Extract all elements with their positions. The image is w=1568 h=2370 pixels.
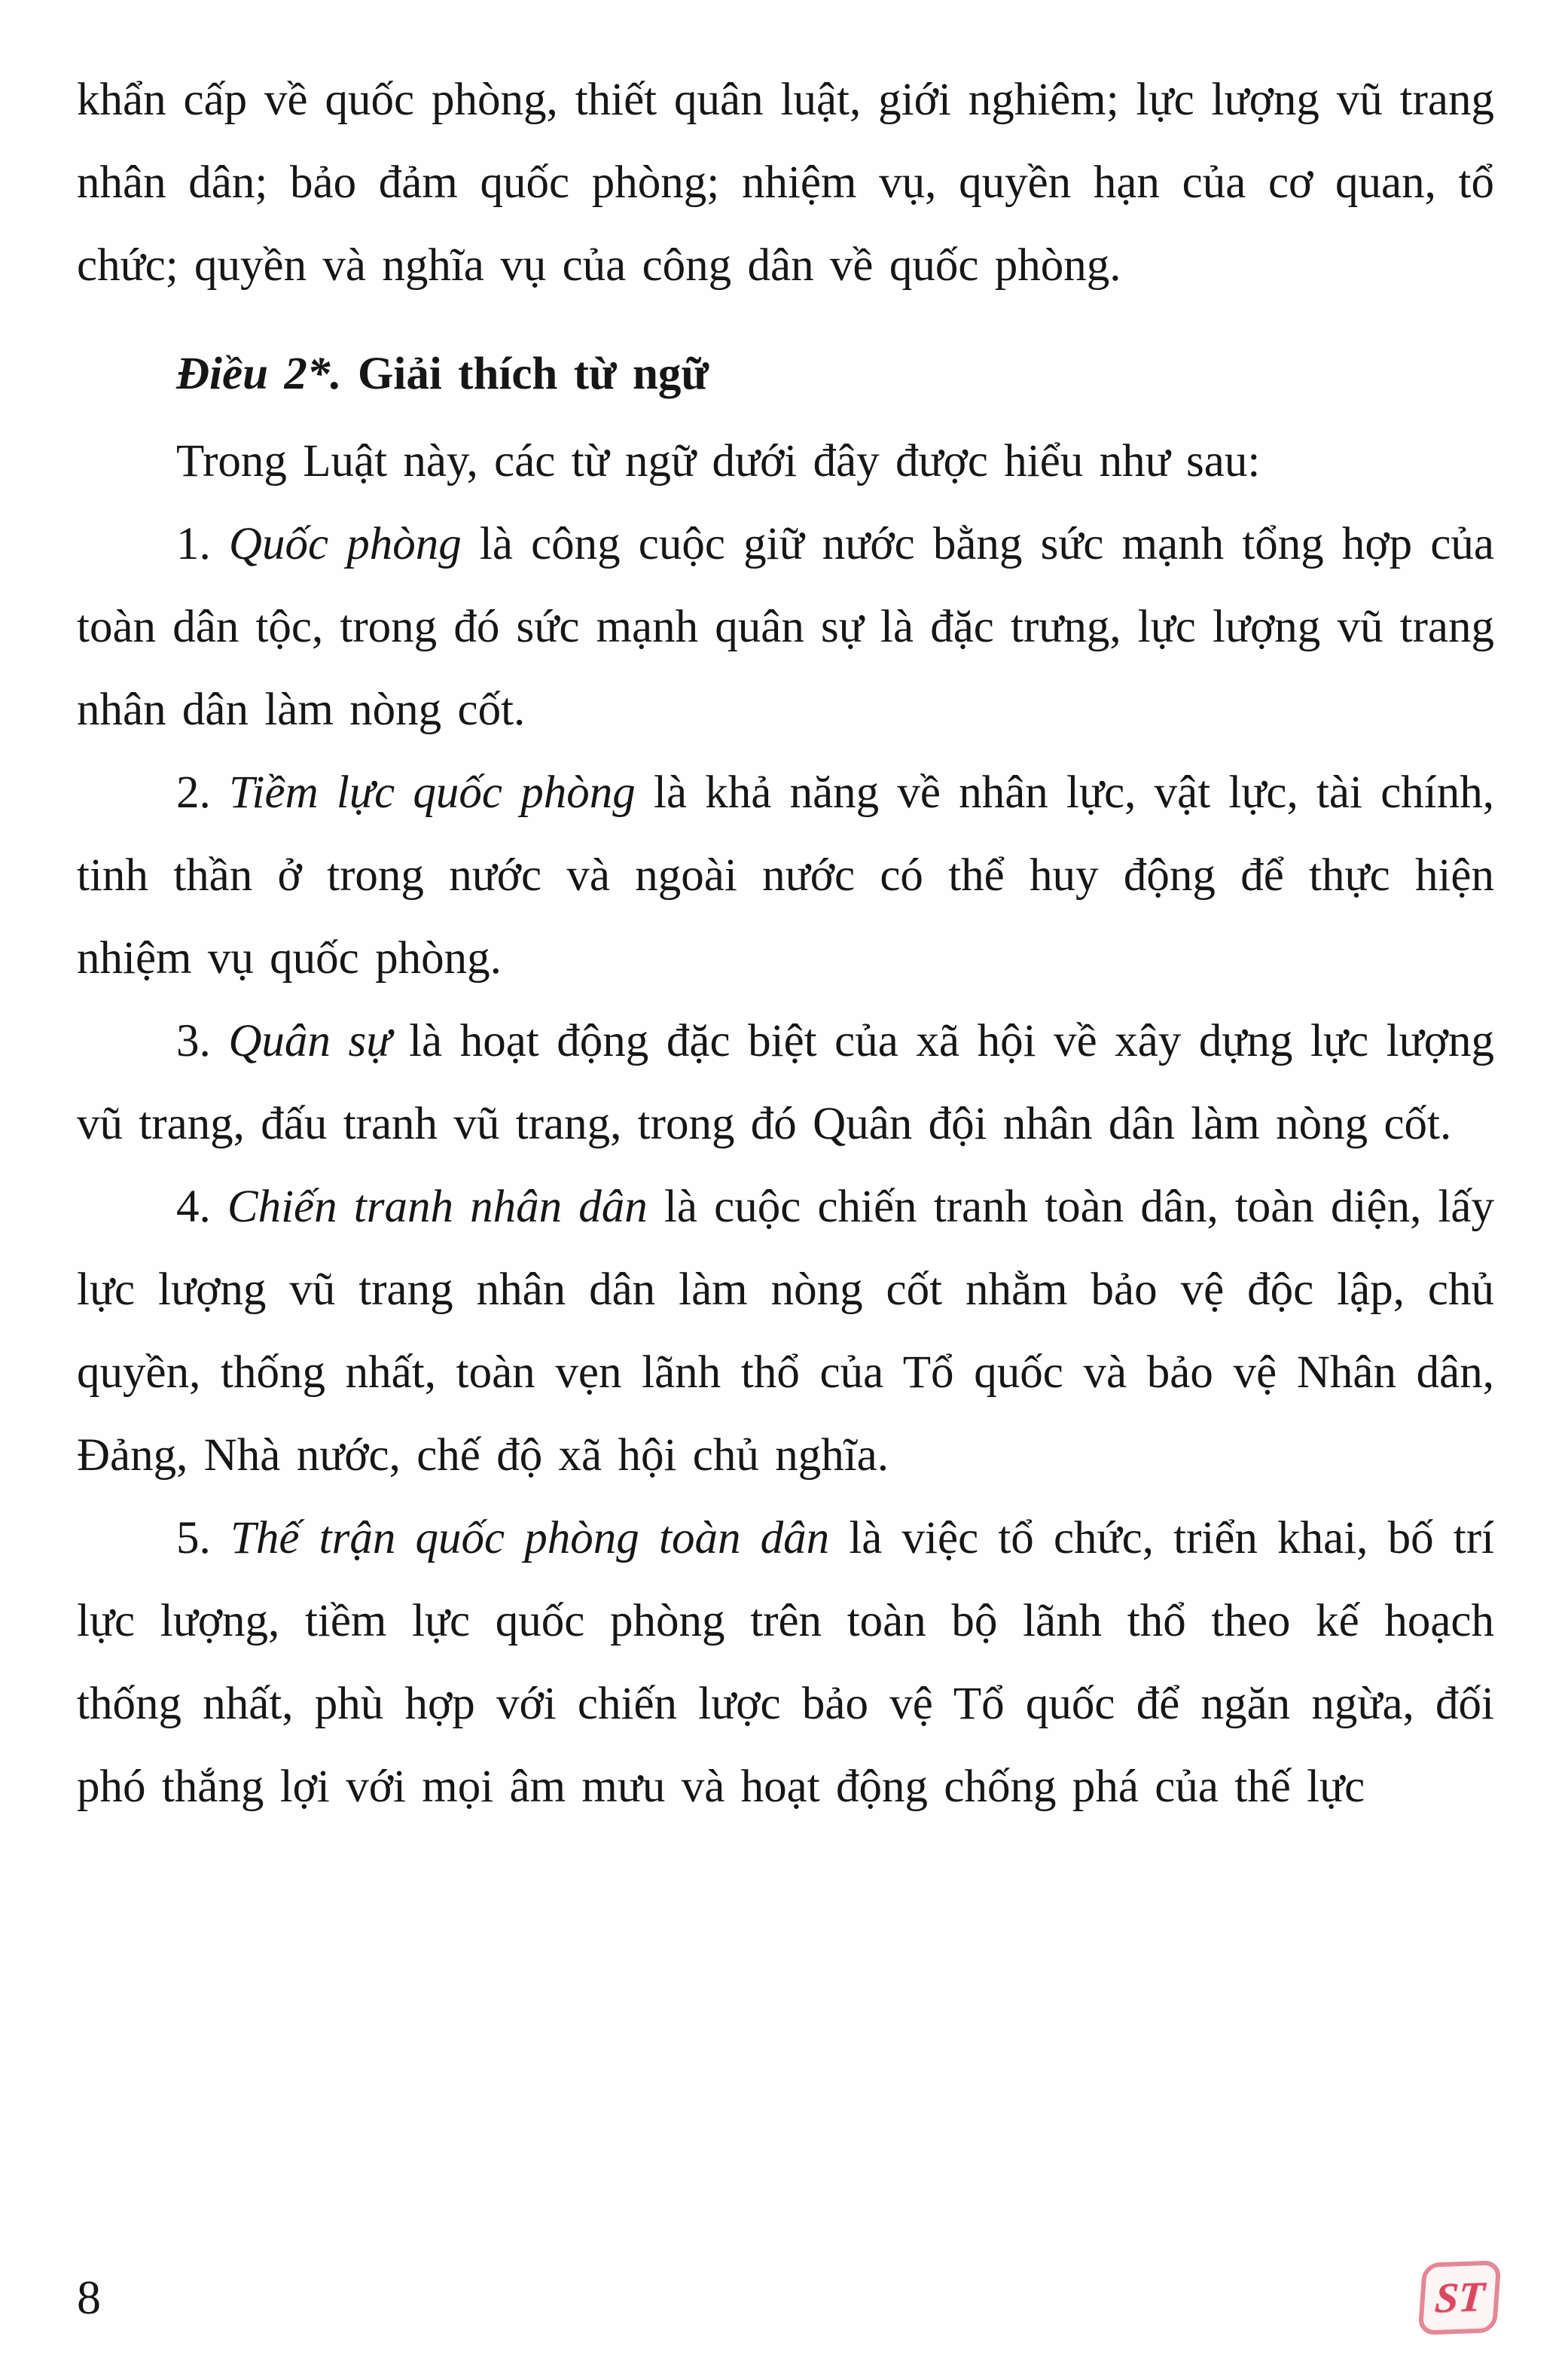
definition-text: là khả năng về nhân lực, vật lực, tài chính, tinh thần ở trong nước và ngoài nước có thể huy động để thực hiện nhiệm vụ quốc phòng. <box>77 767 1494 984</box>
definition-number: 3. <box>176 1016 229 1066</box>
article-heading <box>77 333 1494 416</box>
definition-item-4 <box>77 1166 1494 1497</box>
definition-term: Quốc phòng <box>228 519 462 569</box>
page-text-block <box>77 59 1494 1829</box>
definition-term: Thế trận quốc phòng toàn dân <box>230 1513 830 1563</box>
definition-item-3 <box>77 1000 1494 1166</box>
paragraph-continuation: khẩn cấp về quốc phòng, thiết quân luật, giới nghiêm; lực lượng vũ trang nhân dân; bảo đảm quốc phòng; nhiệm vụ, quyền hạn của cơ quan, tổ chức; quyền và nghĩa vụ của công dân về quốc phòng. <box>77 75 1494 291</box>
definition-text: là hoạt động đặc biệt của xã hội về xây dựng lực lượng vũ trang, đấu tranh vũ trang, trong đó Quân đội nhân dân làm nòng cốt. <box>77 1016 1494 1149</box>
definition-number: 1. <box>176 519 229 569</box>
article-heading-title: Giải thích từ ngữ <box>341 349 709 399</box>
definition-item-1 <box>77 503 1494 752</box>
definition-text: là việc tổ chức, triển khai, bố trí lực lượng, tiềm lực quốc phòng trên toàn bộ lãnh thổ theo kế hoạch thống nhất, phù hợp với chiến lược bảo vệ Tổ quốc để ngăn ngừa, đối phó thắng lợi với mọi âm mưu và hoạt động chống phá của thế lực <box>77 1513 1494 1812</box>
definition-item-2 <box>77 752 1494 1000</box>
publisher-logo-icon <box>1417 2260 1501 2335</box>
page-footer <box>77 2262 1499 2334</box>
intro-line: Trong Luật này, các từ ngữ dưới đây được hiểu như sau: <box>176 436 1261 487</box>
definition-term: Tiềm lực quốc phòng <box>229 767 636 818</box>
definition-text: là cuộc chiến tranh toàn dân, toàn diện, lấy lực lượng vũ trang nhân dân làm nòng cốt nhằm bảo vệ độc lập, chủ quyền, thống nhất, toàn vẹn lãnh thổ của Tổ quốc và bảo vệ Nhân dân, Đảng, Nhà nước, chế độ xã hội chủ nghĩa. <box>77 1182 1494 1481</box>
definition-term: Quân sự <box>228 1016 392 1066</box>
article-heading-number: Điều 2*. <box>176 349 342 399</box>
definition-item-5 <box>77 1497 1494 1829</box>
definition-number: 5. <box>176 1513 230 1563</box>
definition-text: là công cuộc giữ nước bằng sức mạnh tổng hợp của toàn dân tộc, trong đó sức mạnh quân sự là đặc trưng, lực lượng vũ trang nhân dân làm nòng cốt. <box>77 519 1494 735</box>
definition-term: Chiến tranh nhân dân <box>227 1182 648 1232</box>
definition-number: 2. <box>176 767 229 818</box>
publisher-logo-letters: ST <box>1433 2273 1486 2323</box>
definition-number: 4. <box>176 1182 227 1232</box>
page-number: 8 <box>77 2271 101 2324</box>
